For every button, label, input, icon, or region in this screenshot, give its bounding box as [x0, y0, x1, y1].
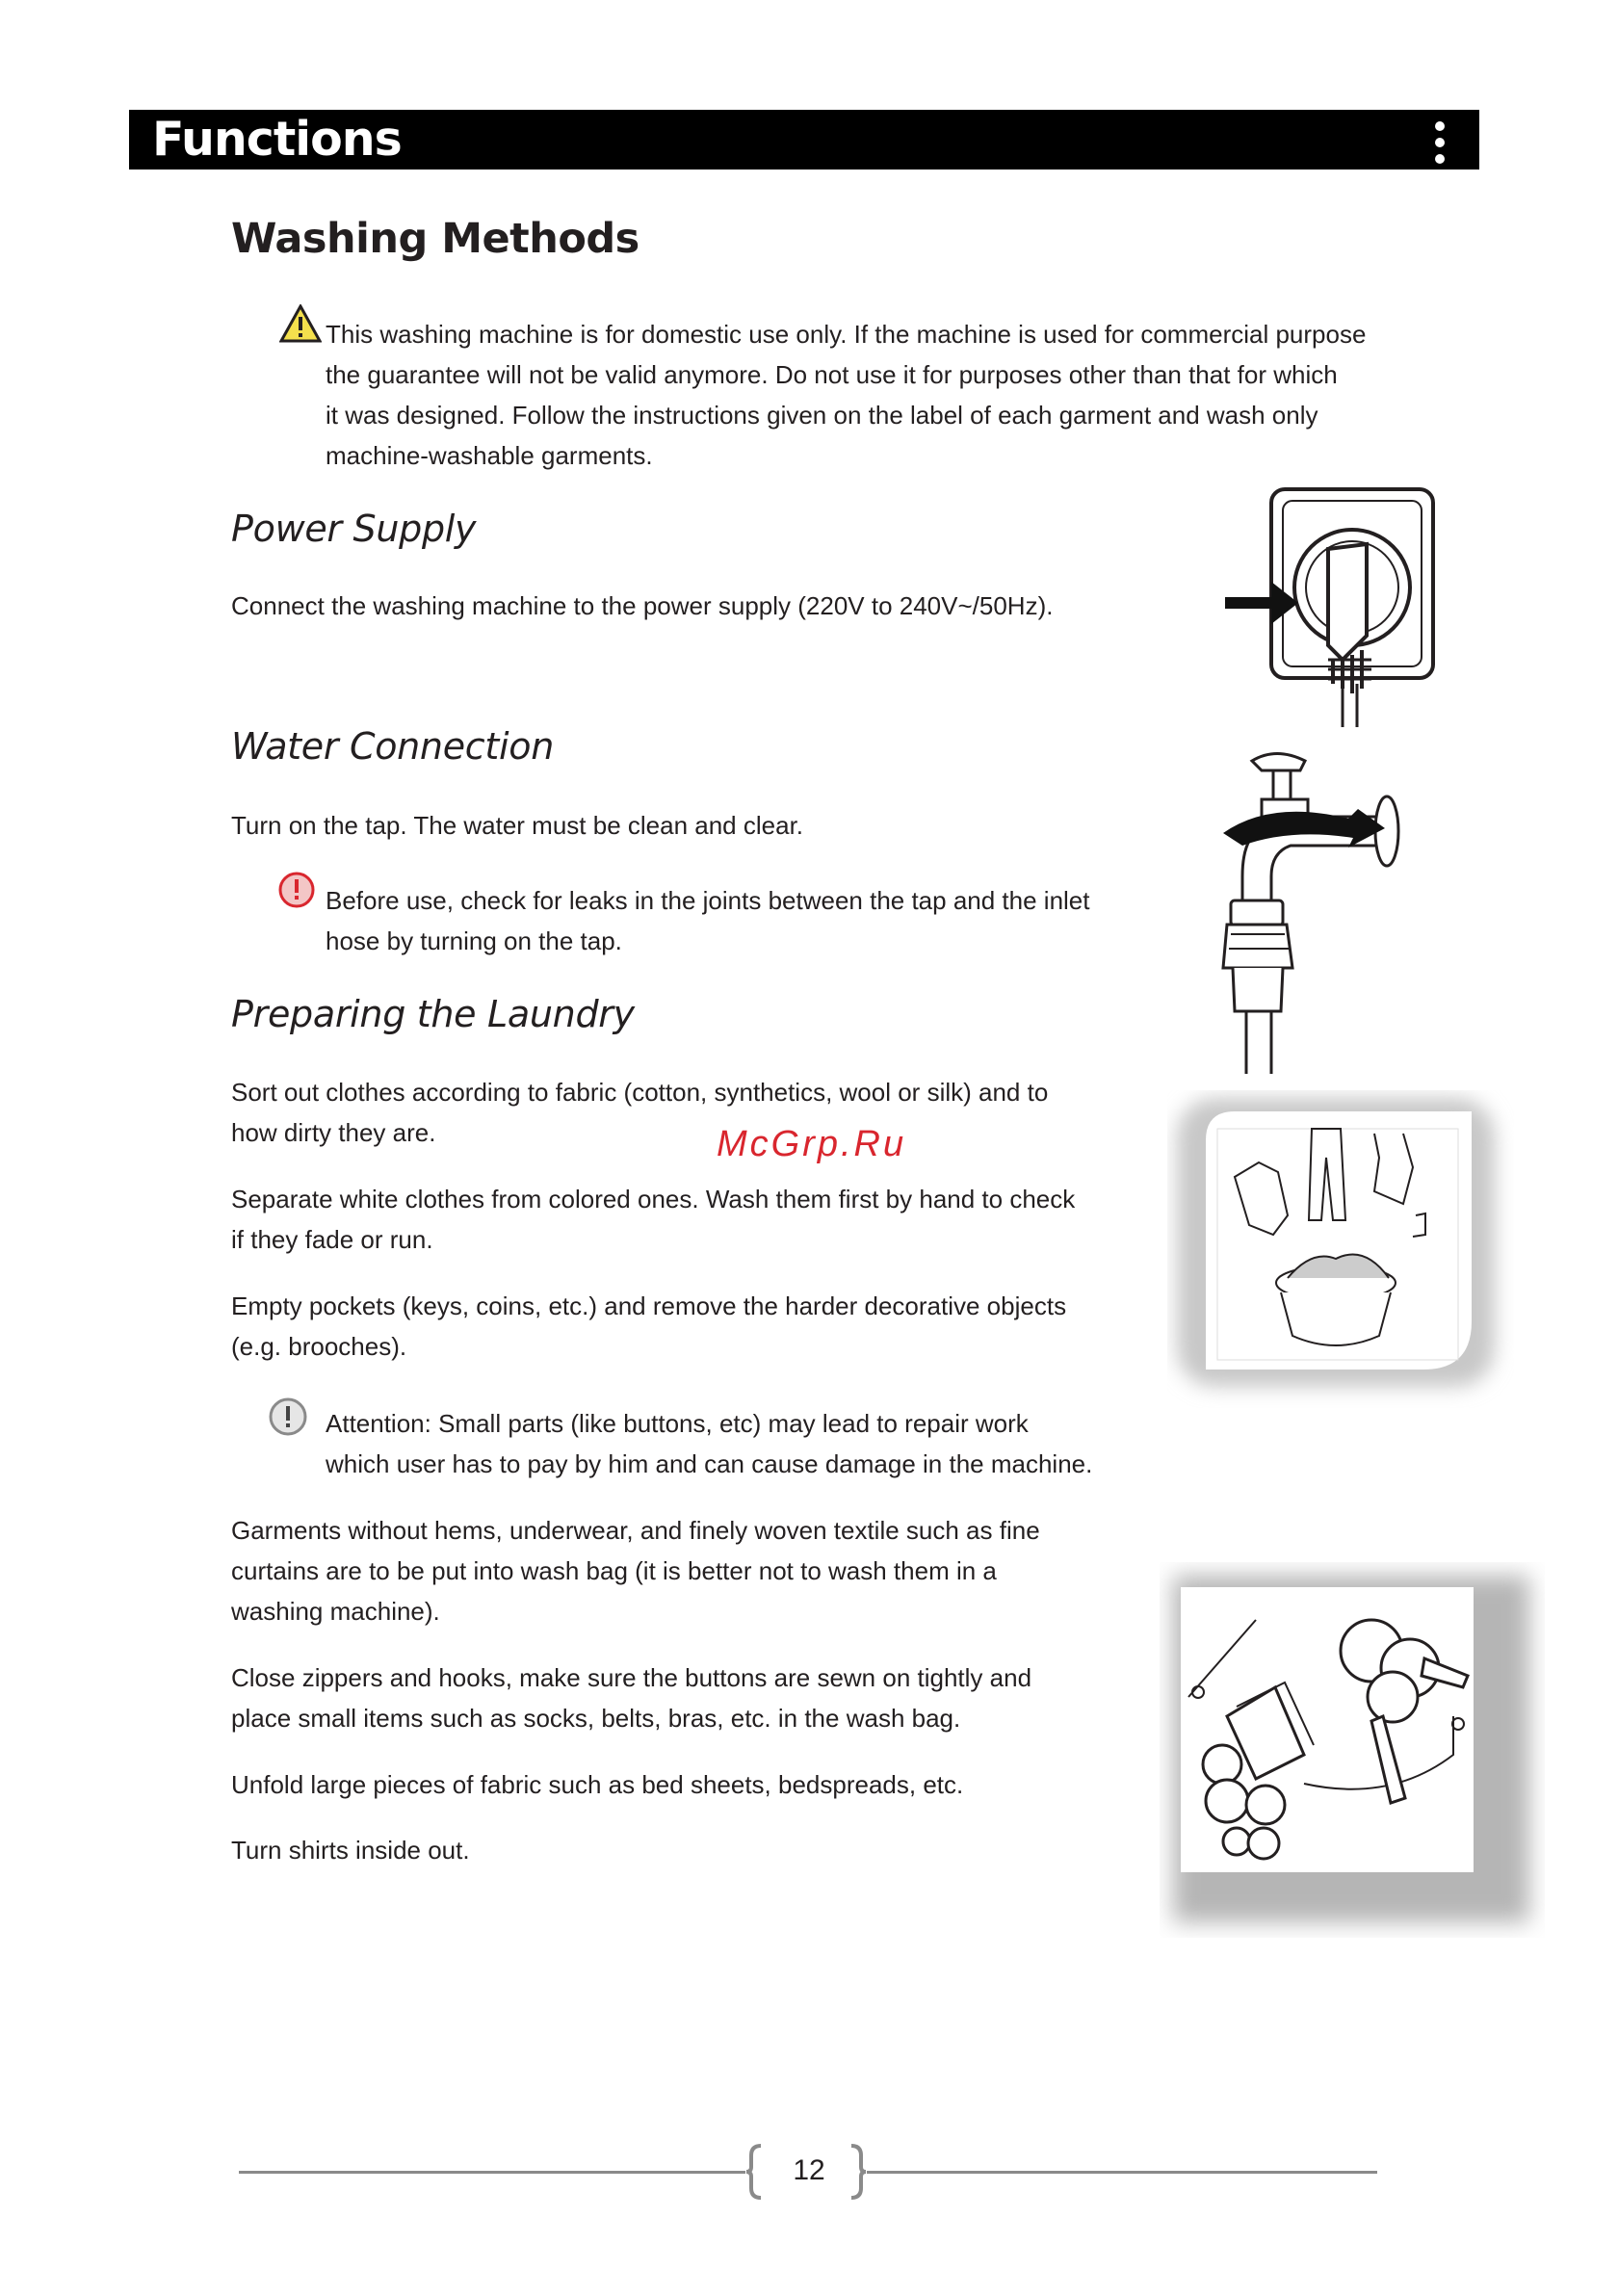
text-line: Separate white clothes from colored ones. Wash them first by hand to check — [231, 1185, 1076, 1213]
footer-brace-right-icon — [848, 2144, 867, 2200]
warning-line: This washing machine is for domestic use only. If the machine is used for commercial purpose — [326, 320, 1367, 349]
warning-text — [326, 314, 1443, 476]
text-line: if they fade or run. — [231, 1225, 433, 1254]
water-connection-heading: Water Connection — [231, 725, 554, 768]
power-supply-heading: Power Supply — [231, 508, 477, 550]
text-line: Close zippers and hooks, make sure the buttons are sewn on tightly and — [231, 1663, 1032, 1692]
warning-line: machine-washable garments. — [326, 441, 653, 470]
laundry-sorting-illustration — [1167, 1090, 1514, 1408]
text-line: Empty pockets (keys, coins, etc.) and remove the harder decorative objects — [231, 1292, 1067, 1320]
laundry-shirts-text: Turn shirts inside out. — [231, 1836, 470, 1865]
text-line: Sort out clothes according to fabric (cotton, synthetics, wool or silk) and to — [231, 1078, 1049, 1107]
water-tap-illustration — [1214, 742, 1445, 1079]
text-line: how dirty they are. — [231, 1118, 436, 1147]
warning-triangle-icon — [279, 304, 322, 347]
text-line: curtains are to be put into wash bag (it is better not to wash them in a — [231, 1556, 997, 1585]
leak-check-note — [326, 880, 1154, 961]
caution-icon — [277, 871, 320, 913]
attention-note — [326, 1403, 1192, 1484]
laundry-pockets-text — [231, 1286, 1136, 1367]
laundry-wash-bag-text — [231, 1510, 1136, 1631]
warning-line: it was designed. Follow the instructions given on the label of each garment and wash only — [326, 401, 1318, 430]
text-line: (e.g. brooches). — [231, 1332, 407, 1361]
footer-rule-left — [239, 2171, 745, 2174]
power-plug-illustration — [1198, 482, 1458, 732]
laundry-sort-text — [231, 1072, 1136, 1153]
note-line: which user has to pay by him and can cause damage in the machine. — [326, 1449, 1093, 1478]
text-line: washing machine). — [231, 1597, 440, 1626]
laundry-unfold-text: Unfold large pieces of fabric such as bed sheets, bedspreads, etc. — [231, 1770, 964, 1799]
text-line: Garments without hems, underwear, and finely woven textile such as fine — [231, 1516, 1040, 1545]
laundry-zippers-text — [231, 1657, 1136, 1738]
watermark: McGrp.Ru — [717, 1124, 907, 1164]
note-line: hose by turning on the tap. — [326, 926, 622, 955]
page-title: Washing Methods — [231, 215, 639, 263]
text-line: place small items such as socks, belts, bras, etc. in the wash bag. — [231, 1704, 961, 1733]
warning-line: the guarantee will not be valid anymore. Do not use it for purposes other than that for which — [326, 360, 1338, 389]
power-supply-text: Connect the washing machine to the power supply (220V to 240V~/50Hz). — [231, 591, 1054, 620]
footer-brace-left-icon — [745, 2144, 765, 2200]
pocket-objects-illustration — [1160, 1562, 1545, 1938]
section-banner — [129, 110, 1479, 170]
laundry-heading: Preparing the Laundry — [231, 993, 635, 1035]
page-number: 12 — [793, 2154, 825, 2186]
attention-icon — [268, 1396, 310, 1439]
laundry-separate-text — [231, 1179, 1136, 1260]
note-line: Before use, check for leaks in the joints between the tap and the inlet — [326, 886, 1090, 915]
note-line: Attention: Small parts (like buttons, etc) may lead to repair work — [326, 1409, 1029, 1438]
footer-rule-right — [867, 2171, 1377, 2174]
banner-title: Functions — [152, 112, 402, 167]
banner-dots-icon — [1435, 121, 1445, 170]
water-connection-text: Turn on the tap. The water must be clean and clear. — [231, 811, 804, 840]
